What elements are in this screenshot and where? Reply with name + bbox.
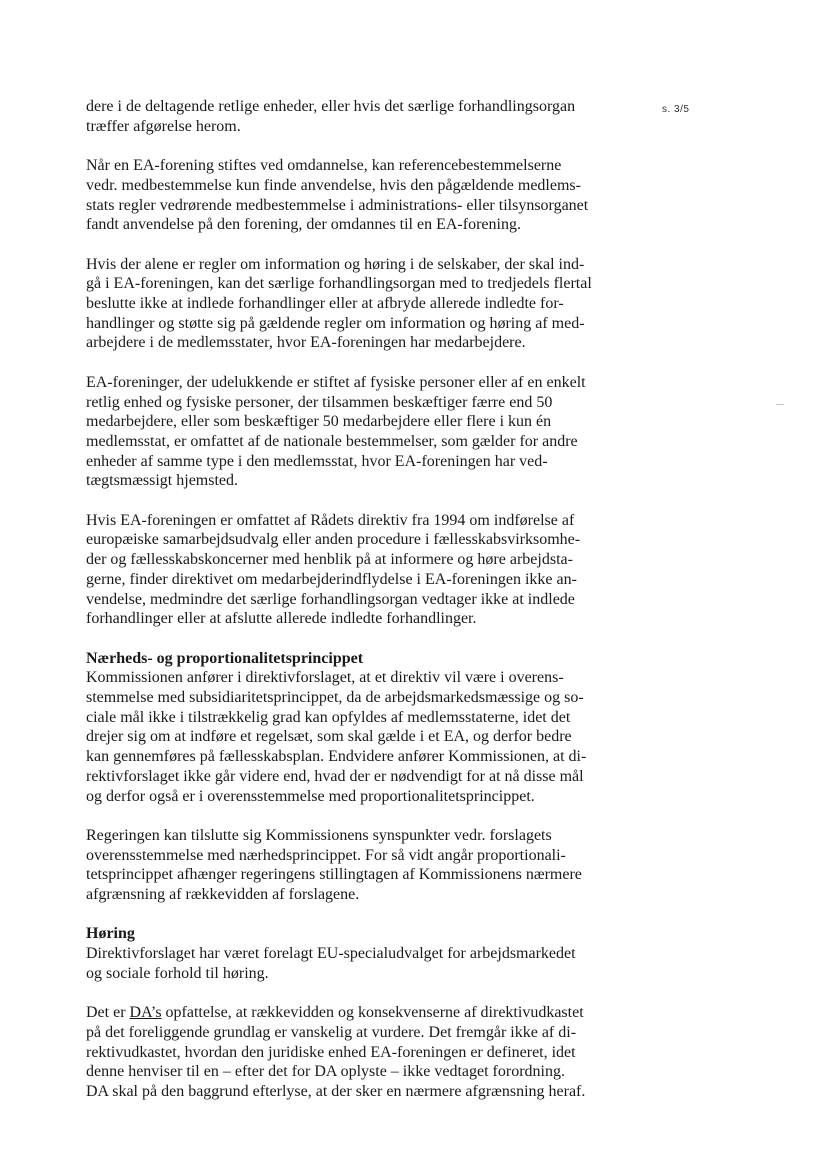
paragraph-regeringen (86, 826, 606, 905)
page-number: s. 3/5 (662, 104, 690, 115)
paragraph-5 (86, 511, 606, 629)
da-link[interactable]: DA’s (129, 1004, 162, 1022)
text-line: træffer afgørelse herom. (86, 117, 241, 135)
text-fragment: opfattelse, at rækkevidden og konsekvenserne af direktivudkastet (161, 1004, 584, 1022)
text-line: vendelse, medmindre det særlige forhandlingsorgan vedtager ikke at indlede (86, 590, 575, 608)
text-line: der og fællesskabskoncerner med henblik på at informere og høre arbejdsta- (86, 551, 573, 569)
paragraph-2 (86, 156, 606, 235)
text-line: på det foreliggende grundlag er vanskelig at vurdere. Det fremgår ikke af di- (86, 1023, 577, 1041)
paragraph-3 (86, 255, 606, 354)
section-horing (86, 924, 606, 983)
text-line: dere i de deltagende retlige enheder, eller hvis det særlige forhandlingsorgan (86, 98, 576, 115)
text-line: beslutte ikke at indlede forhandlinger eller at afbryde allerede indledte for- (86, 295, 564, 312)
text-line: europæiske samarbejdsudvalg eller anden procedure i fællesskabsvirksomhe- (86, 531, 581, 549)
text-line: EA-foreninger, der udelukkende er stiftet af fysiske personer eller af en enkelt (86, 373, 586, 391)
text-line: ciale mål ikke i tilstrækkelig grad kan opfyldes af medlemsstaterne, idet det (86, 708, 571, 726)
text-line: medlemsstat, er omfattet af de nationale bestemmelser, som gælder for andre (86, 432, 578, 450)
text-line: arbejdere i de medlemsstater, hvor EA-foreningen har medarbejdere. (86, 334, 526, 352)
section-heading: Høring (86, 925, 135, 943)
paragraph-4 (86, 373, 606, 491)
text-line: DA skal på den baggrund efterlyse, at der sker en nærmere afgrænsning heraf. (86, 1083, 586, 1101)
section-naerhed (86, 649, 606, 807)
text-line: gerne, finder direktivet om medarbejderindflydelse i EA-foreningen ikke an- (86, 570, 577, 588)
text-line: overensstemmelse med nærhedsprincippet. For så vidt angår proportionali- (86, 846, 566, 864)
text-line: retlig enhed og fysiske personer, der tilsammen beskæftiger færre end 50 (86, 393, 553, 411)
text-line: fandt anvendelse på den forening, der omdannes til en EA-forening. (86, 216, 521, 234)
text-line: vedr. medbestemmelse kun finde anvendelse, hvis den pågældende medlems- (86, 176, 581, 194)
text-line: Direktivforslaget har været forelagt EU-specialudvalget for arbejdsmarkedet (86, 945, 576, 963)
text-line: denne henviser til en – efter det for DA oplyste – ikke vedtaget forordning. (86, 1063, 565, 1081)
paragraph-1 (86, 97, 606, 136)
text-line: stemmelse med subsidiaritetsprincippet, da de arbejdsmarkedsmæssige og so- (86, 689, 584, 707)
text-line: og sociale forhold til høring. (86, 964, 269, 982)
text-line: afgrænsning af rækkevidden af forslagene. (86, 886, 360, 904)
text-line: kan gennemføres på fællesskabsplan. Endvidere anfører Kommissionen, at di- (86, 748, 587, 766)
text-line: Regeringen kan tilslutte sig Kommissionens synspunkter vedr. forslagets (86, 826, 552, 844)
paragraph-da (86, 1003, 606, 1102)
text-line: Hvis EA-foreningen er omfattet af Rådets direktiv fra 1994 om indførelse af (86, 511, 575, 529)
text-line: enheder af samme type i den medlemsstat, hvor EA-foreningen har ved- (86, 452, 548, 470)
text-line: rektivforslaget ikke går videre end, hvad der er nødvendigt for at nå disse mål (86, 767, 584, 785)
text-fragment: Det er (86, 1004, 130, 1022)
text-line: og derfor også er i overensstemmelse med proportionalitetsprincippet. (86, 787, 535, 805)
text-line: tetsprincippet afhænger regeringens stillingtagen af Kommissionens nærmere (86, 866, 582, 884)
text-line: tægtsmæssigt hjemsted. (86, 472, 239, 490)
text-line: Når en EA-forening stiftes ved omdannelse, kan referencebestemmelserne (86, 157, 562, 175)
text-line: handlinger og støtte sig på gældende regler om information og høring af med- (86, 314, 585, 332)
text-line: rektivudkastet, hvordan den juridiske enhed EA-foreningen er defineret, idet (86, 1043, 576, 1061)
text-line: Hvis der alene er regler om information og høring i de selskaber, der skal ind- (86, 255, 585, 273)
text-line: drejer sig om at indføre et regelsæt, som skal gælde i et EA, og derfor bedre (86, 728, 572, 746)
text-line: Kommissionen anfører i direktivforslaget, at et direktiv vil være i overens- (86, 669, 564, 687)
text-line (86, 1003, 606, 1023)
margin-mark (776, 404, 784, 405)
text-line: stats regler vedrørende medbestemmelse i administrations- eller tilsynsorganet (86, 196, 589, 214)
text-line: forhandlinger eller at afslutte allerede indledte forhandlinger. (86, 610, 477, 628)
text-line: medarbejdere, eller som beskæftiger 50 medarbejdere eller flere i kun én (86, 413, 552, 431)
section-heading: Nærheds- og proportionalitetsprincippet (86, 649, 364, 667)
document-body (86, 97, 606, 1102)
text-line: gå i EA-foreningen, kan det særlige forhandlingsorgan med to tredjedels flertal (86, 275, 592, 293)
